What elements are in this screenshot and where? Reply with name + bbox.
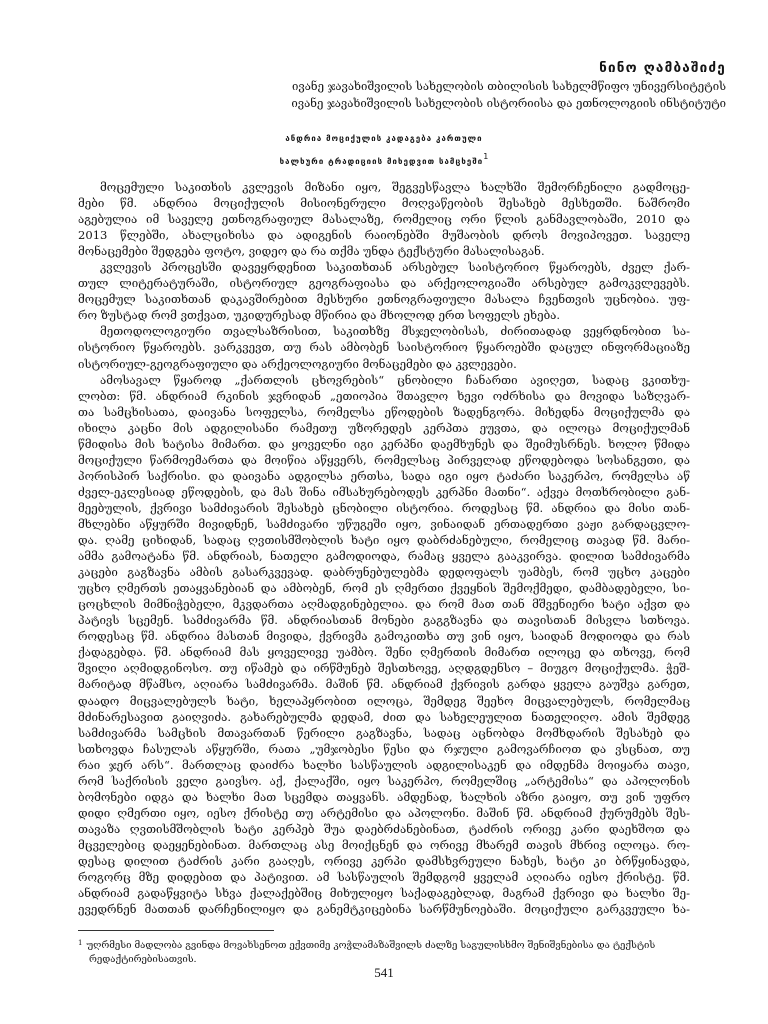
body-line: იხილა კაცნი მის ადგილისანი რამეთუ უზორედეს კერპთა ეუვთა, და ილოცა მოციქულმან bbox=[78, 420, 690, 435]
body-line: ბომონები იდგა და ხალხი მათ სცემდა თაყვანს. ამდენად, ხალხის აზრი გაიყო, თუ ვინ უფრო bbox=[78, 789, 690, 804]
body-line: მები წმ. ანდრია მოციქულის მისიონერული მოღვაწეობის შესახებ მესხეთში. ნაშრომი bbox=[78, 196, 690, 211]
article-title-text-2: ხალხური ტრადიციის მიხედვით სამცხეში bbox=[279, 157, 484, 166]
body-line: ქადაგებდა. წმ. ანდრიამ მას ყოველივე უამბო. შენი ღმერთის მიმართ ილოცე და თხოვე, რომ bbox=[78, 645, 690, 660]
body-line: რაი ჯერ არს“. მართლაც დაიძრა ხალხი სასწაულის ადგილისაკენ და იმდენმა მოიყარა თავი, bbox=[78, 757, 690, 772]
article-title-text-1: ანდრია მოციქულის კადაგება კართული bbox=[285, 134, 483, 143]
body-line: კაცები გაგზავნა ამბის გასარკვევად. დაბრუნებულებმა დედოფალს უამბეს, რომ უცხო კაცები bbox=[78, 565, 690, 580]
body-line: ამმა გამოატანა წმ. ანდრიას, ნათელი გამოდიოდა, რამაც ყველა გააკვირვა. დილით სამძივარმა bbox=[78, 549, 690, 564]
body-line: და. ღამე ციხიდან, სადაც ღვთისმშობლის ხატი იყო დაბრძანებული, რომელიც თავად წმ. მარი- bbox=[78, 533, 690, 548]
author-affiliation-institute: ივანე ჯავახიშვილის სახელობის ისტორიისა და ეთნოლოგიის ინსტიტუტი bbox=[291, 96, 726, 110]
article-title-line-2 bbox=[0, 152, 768, 166]
body-line: კვლევის პროცესში დავეყრდენით საკითხთან არსებულ საისტორიო წყაროებს, ძველ ქარ- bbox=[100, 260, 690, 275]
article-title-line-1 bbox=[0, 134, 768, 143]
body-line: მოციქული წარმოემართა და მოიწია აწყვერს, რომელსაც პირველად ეწოდებოდა სოსანგეთი, და bbox=[78, 452, 690, 467]
body-line: მარიტად მწამსო, აღიარა სამძივარმა. მაშინ წმ. ანდრიამ ქვრივის გარდა ყველა გაუშვა გარეთ, bbox=[78, 677, 690, 692]
body-line: ისტორიულ-გეოგრაფიული და არქეოლოგიური მონაცემები და კვლევები. bbox=[78, 356, 517, 371]
author-affiliation-university: ივანე ჯავახიშვილის სახელობის თბილისის სახელმწიფო უნივერსიტეტის bbox=[292, 79, 726, 93]
body-line: ისტორიო წყაროებს. ვარკვევთ, თუ რას ამბობენ საისტორიო წყაროებში დაცულ ინფორმაციაზე bbox=[78, 340, 690, 355]
body-line: მხლებნი აწყურში მივიდნენ, სამძივარი უწუგეში იყო, ვინაიდან ერთადერთი ვაჟი გარდაცვლო- bbox=[78, 516, 690, 531]
body-line: თა სამცხისათა, დაივანა სოფელსა, რომელსა ეწოდების ზადენგორა. მიხედნა მოციქულმა და bbox=[78, 404, 690, 419]
body-line: როდესაც წმ. ანდრია მასთან მივიდა, ქვრივმა გამოკითხა თუ ვინ იყო, საიდან მოდიოდა და რას bbox=[78, 629, 690, 644]
body-line: აგებულია იმ საველე ეთნოგრაფიულ მასალაზე, რომელიც ორი წლის განმავლობაში, 2010 და bbox=[78, 212, 690, 227]
body-line: დესაც დილით ტაძრის კარი გააღეს, ორივე კერპი დამსხვრეული ნახეს, ხატი კი ბრწყინავდა, bbox=[78, 853, 690, 868]
body-line: დიდი ღმერთი იყო, იესო ქრისტე თუ არტემისი და აპოლონი. მაშინ წმ. ანდრიამ ქურუმებს შეს- bbox=[78, 805, 690, 820]
body-line: ანდრიამ გადაწყვიტა სხვა ქალაქებშიც მიხულიყო საქადაგებლად, მაგრამ ქვრივი და ხალხი შე- bbox=[78, 886, 690, 901]
body-line: ლობთ: წმ. ანდრიამ რკინის ჯვრიდან „ეთიოპია შთავლო ხევი ოძრხისა და მოვიდა საზღვარ- bbox=[78, 388, 690, 403]
author-name: ნინო ღამბაშიძე bbox=[599, 60, 726, 76]
body-line: სთხოვდა ჩასულას აწყურში, რათა „უმჯობესი წესი და რჯული გამოვარჩიოთ და ვსცნათ, თუ bbox=[78, 741, 690, 756]
body-line: დაადო მიცვალებულს ხატი, ხელაპყრობით ილოცა, შემდეგ შეეხო მიცვალებულს, რომელმაც bbox=[78, 693, 690, 708]
body-line: ამოსავალ წყაროდ „ქართლის ცხოვრების“ ცნობილი ჩანართი ავიღეთ, სადაც ვკითხუ- bbox=[100, 372, 690, 387]
body-line: 2013 წლებში, ახალციხისა და ადიგენის რაიონებში მუშაობის დროს მოვიპოვეთ. საველე bbox=[78, 228, 690, 243]
body-line: სამძივარმა სამცხის მთავართან წერილი გაგზავნა, სადაც აცნობდა მომხდარის შესახებ და bbox=[78, 725, 690, 740]
body-line: რო ზუსტად რომ ვთქვათ, უკიდურესად მწირია და მხოლოდ ერთ სოფელს ეხება. bbox=[78, 308, 561, 323]
body-line: ცოცხლის მიმნიჭებელი, მკვდართა აღმადგინებელია. და რომ მათ თან მშვენიერი ხატი აქვთ და bbox=[78, 597, 690, 612]
footnote-line-2: რედაქტირებისათვის. bbox=[89, 954, 197, 965]
body-line: თავაზა ღვთისმშობლის ხატი კერპებ შუა დაებრძანებინათ, ტაძრის ორივე კარი დაეხშოთ და bbox=[78, 821, 690, 836]
footnote-text-1: უღრმესი მადლობა გვინდა მოვახსენოთ ექვთიმე კოჭლამაზაშვილს ძალზე საგულისხმო შენიშვნებისა და ტექსტის bbox=[86, 940, 656, 951]
body-line: პორისპირ საქრისი. და დაივანა ადგილსა ერთსა, სადა იგი იყო ტაძარი საკერპო, რომელსა აწ bbox=[78, 468, 690, 483]
body-line: შვილი აღმიდგინოსო. თუ იწამებ და ირწმუნებ შესთხოვე, აღდგდენსო – მიუგო მოციქულმა. ჭეშ- bbox=[78, 661, 690, 676]
body-line: უცხო ღმერთს ეთაყვანებიან და ამბობენ, რომ ეს ღმერთი ქვეყნის შემოქმედი, დამბადებელი, სი- bbox=[78, 581, 690, 596]
body-line: ევედრნენ მათთან დარჩენილიყო და განემტკიცებინა სარწმუნოებაში. მოციქული გარკვეული ხა- bbox=[78, 902, 690, 917]
body-line: მძინარესავით გაიღვიძა. გახარებულმა დედამ, ძით და სახელეულით ნათელიღო. ამის შემდეგ bbox=[78, 709, 690, 724]
body-line: თულ ლიტერატურაში, ისტორიულ გეოგრაფიასა და არქეოლოგიაში არსებულ გამოკვლევებს. bbox=[78, 276, 690, 291]
body-line: რომ საქრისის ველი გაივსო. აქ, ქალაქში, იყო საკერპო, რომელშიც „არტემისა“ და აპოლონის bbox=[78, 773, 690, 788]
body-line: მცველებიც დაეყენებინათ. მართლაც ასე მოიქცნენ და ორივე მხარემ თავის მხრივ ილოცა. რო- bbox=[78, 837, 690, 852]
footnote-divider bbox=[78, 930, 274, 931]
body-line: ძველ-ეკლესიად ეწოდების, და მას შინა იმსახურებოდეს კერპნი მათნი“. აქვეა მოთხრობილი გან- bbox=[78, 484, 690, 499]
body-line: მოცემული საკითხის კვლევის მიზანი იყო, შეგვესწავლა ხალხში შემორჩენილი გადმოცე- bbox=[100, 180, 690, 194]
footnote bbox=[78, 936, 690, 967]
article-body bbox=[78, 179, 690, 917]
body-line: პატივს სცემენ. სამძივარმა წმ. ანდრიასთან მონები გაგგზავნა და თავისთან მისვლა სთხოვა. bbox=[78, 613, 690, 628]
body-line: წმიდისა მის ხატისა მიმართ. და ყოველნი იგი კერპნი დაემხუნეს და შეიმუსრნეს. ხოლო წმიდა bbox=[78, 436, 690, 451]
body-line: მეთოდოლოგიური თვალსაზრისით, საკითხზე მსჯელობისას, ძირითადად ვეყრდნობით სა- bbox=[100, 324, 690, 339]
body-line: მონაცემები შედგება ფოტო, ვიდეო და რა თქმა უნდა ტექსტური მასალისაგან. bbox=[78, 244, 545, 259]
footnote-line-1 bbox=[78, 936, 690, 953]
body-line: მოცემულ საკითხთან დაკავშირებით მესხური ეთნოგრაფიული მასალა ჩვენთვის უცნობია. უფ- bbox=[78, 292, 690, 307]
footnote-reference[interactable]: 1 bbox=[483, 152, 489, 161]
body-line: როგორც მზე დიდებით და პატივით. ამ სასწაულის შემდგომ ყველამ აღიარა იესო ქრისტე. წმ. bbox=[78, 870, 690, 885]
body-line: მეებულის, ქვრივი სამძივარის შესახებ ცნობილი ისტორია. როდესაც წმ. ანდრია და მისი თან- bbox=[78, 500, 690, 515]
footnote-mark: 1 bbox=[78, 939, 83, 947]
page-number: 541 bbox=[374, 965, 394, 980]
